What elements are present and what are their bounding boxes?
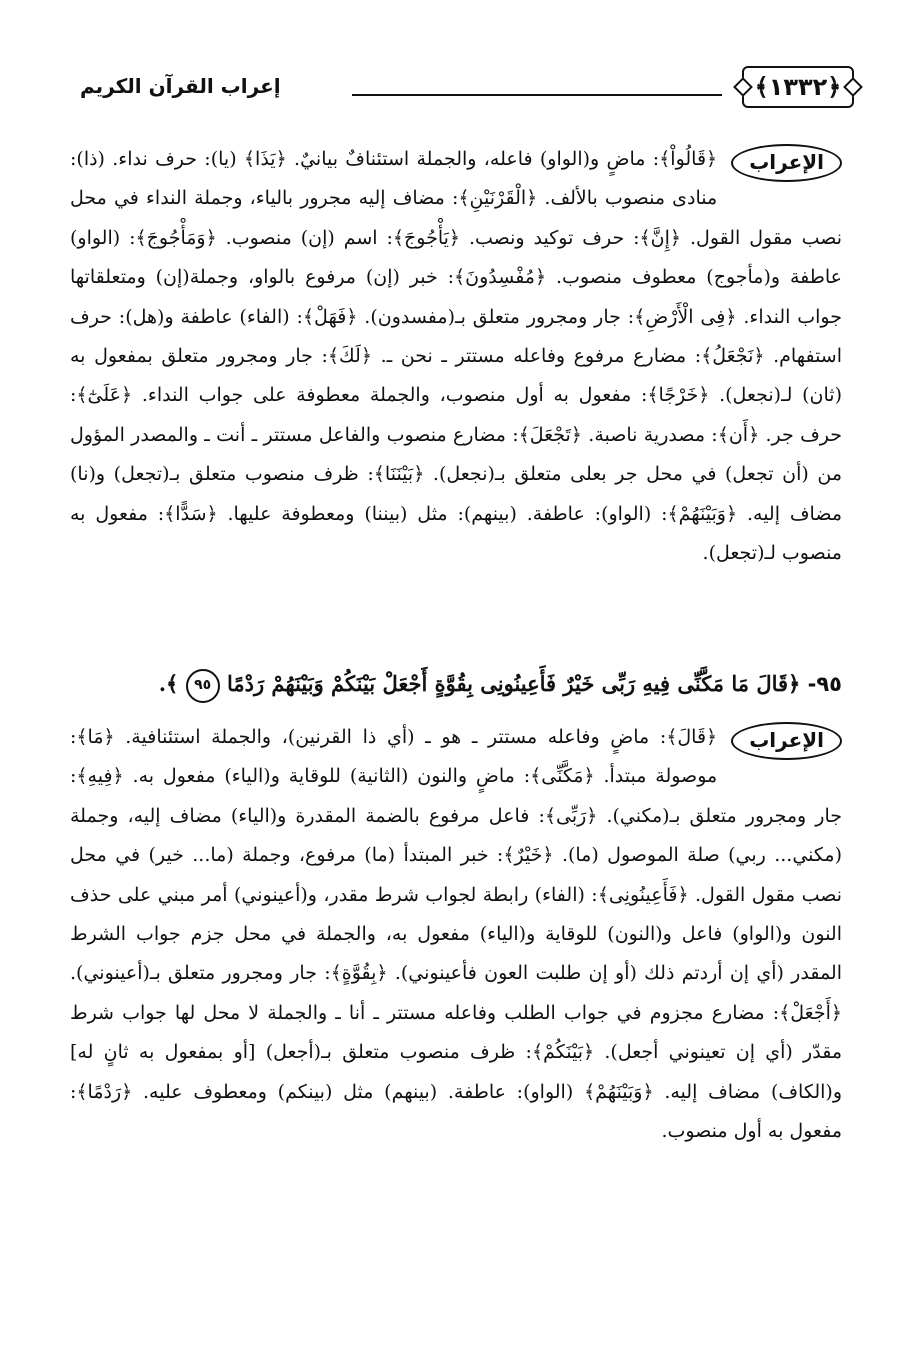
irab-label: الإعراب: [731, 144, 842, 182]
irab-section-1: [70, 140, 842, 573]
ayah-number-mark: ٩٥: [186, 669, 220, 703]
irab-section-2: [70, 718, 842, 1151]
irab-text: ﴿قَالُواْ﴾: ماضٍ و(الواو) فاعله، والجملة استئنافٌ بيانيٌ. ﴿يَذَا﴾ (يا): حرف نداء. (ذا): منادى منصوب بالألف. ﴿الْقَرْنَيْنِ﴾: مضاف إليه مجرور بالياء، وجملة النداء في محل نصب مقول القول. ﴿إِنَّ﴾: حرف توكيد ونصب. ﴿يَأْجُوجَ﴾: اسم (إن) منصوب. ﴿وَمَأْجُوجَ﴾: (الواو) عاطفة و(مأجوج) معطوف منصوب. ﴿مُفْسِدُونَ﴾: خبر (إن) مرفوع بالواو، وجملة(إن) ومتعلقاتها جواب النداء. ﴿فِى الْأَرْضِ﴾: جار ومجرور متعلق بـ(مفسدون). ﴿فَهَلْ﴾: (الفاء) عاطفة و(هل): حرف استفهام. ﴿نَجْعَلُ﴾: مضارع مرفوع وفاعله مستتر ـ نحن ـ. ﴿لَكَ﴾: جار ومجرور متعلق بمفعول به (ثان) لـ(نجعل). ﴿خَرْجًا﴾: مفعول به أول منصوب، والجملة معطوفة على جواب النداء. ﴿عَلَىٰٓ﴾: حرف جر. ﴿أَن﴾: مصدرية ناصبة. ﴿تَجْعَلَ﴾: مضارع منصوب والفاعل مستتر ـ أنت ـ والمصدر المؤول من (أن تجعل) في محل جر بعلى متعلق بـ(نجعل). ﴿بَيْنَنَا﴾: ظرف منصوب متعلق بـ(تجعل) و(نا) مضاف إليه. ﴿وَبَيْنَهُمْ﴾: (الواو): عاطفة. (بينهم): مثل (بيننا) ومعطوفة عليها. ﴿سَدًّا﴾: مفعول به منصوب لـ(تجعل).: [70, 148, 842, 565]
page-header: [60, 60, 854, 116]
verse-number: ٩٥-: [807, 672, 842, 696]
irab-label: الإعراب: [731, 722, 842, 760]
book-title: إعراب القرآن الكريم: [80, 74, 281, 98]
page-number: ﴿١٣٣٢﴾: [742, 66, 854, 108]
verse-text: ﴿قَالَ مَا مَكَّنِّى فِيهِ رَبِّى خَيْرٌ فَأَعِينُونِى بِقُوَّةٍ أَجْعَلْ بَيْنَكُمْ وَبَيْنَهُمْ رَدْمًا: [226, 671, 801, 696]
irab-text: ﴿قَالَ﴾: ماضٍ وفاعله مستتر ـ هو ـ (أي ذا القرنين)، والجملة استئنافية. ﴿مَا﴾: موصولة مبتدأ. ﴿مَكَّنِّى﴾: ماضٍ والنون (الثانية) للوقاية و(الياء) مفعول به. ﴿فِيهِ﴾: جار ومجرور متعلق بـ(مكني). ﴿رَبِّى﴾: فاعل مرفوع بالضمة المقدرة و(الياء) مضاف إليه، وجملة (مكني... ربي) صلة الموصول (ما). ﴿خَيْرٌ﴾: خبر المبتدأ (ما) مرفوع، وجملة (ما... خير) في محل نصب مقول القول. ﴿فَأَعِينُونِى﴾: (الفاء) رابطة لجواب شرط مقدر، و(أعينوني) أمر مبني على حذف النون و(الواو) فاعل و(النون) للوقاية و(الياء) مفعول به، والجملة في محل جزم جواب الشرط المقدر (أي إن أردتم ذلك (أو إن طلبت العون فأعينوني). ﴿بِقُوَّةٍ﴾: جار ومجرور متعلق بـ(أعينوني). ﴿أَجْعَلْ﴾: مضارع مجزوم في جواب الطلب وفاعله مستتر ـ أنا ـ والجملة لا محل لها جواب شرط مقدّر (أي إن تعينوني أجعل). ﴿بَيْنَكُمْ﴾: ظرف منصوب متعلق بـ(أجعل) [أو بمفعول به ثانٍ له] و(الكاف) مضاف إليه. ﴿وَبَيْنَهُمْ﴾ (الواو): عاطفة. (بينهم) مثل (بينكم) ومعطوف عليه. ﴿رَدْمًا﴾: مفعول به أول منصوب.: [70, 726, 842, 1143]
quran-verse: [70, 664, 842, 704]
verse-closing: ﴾.: [158, 671, 179, 696]
header-rule: [352, 94, 722, 96]
